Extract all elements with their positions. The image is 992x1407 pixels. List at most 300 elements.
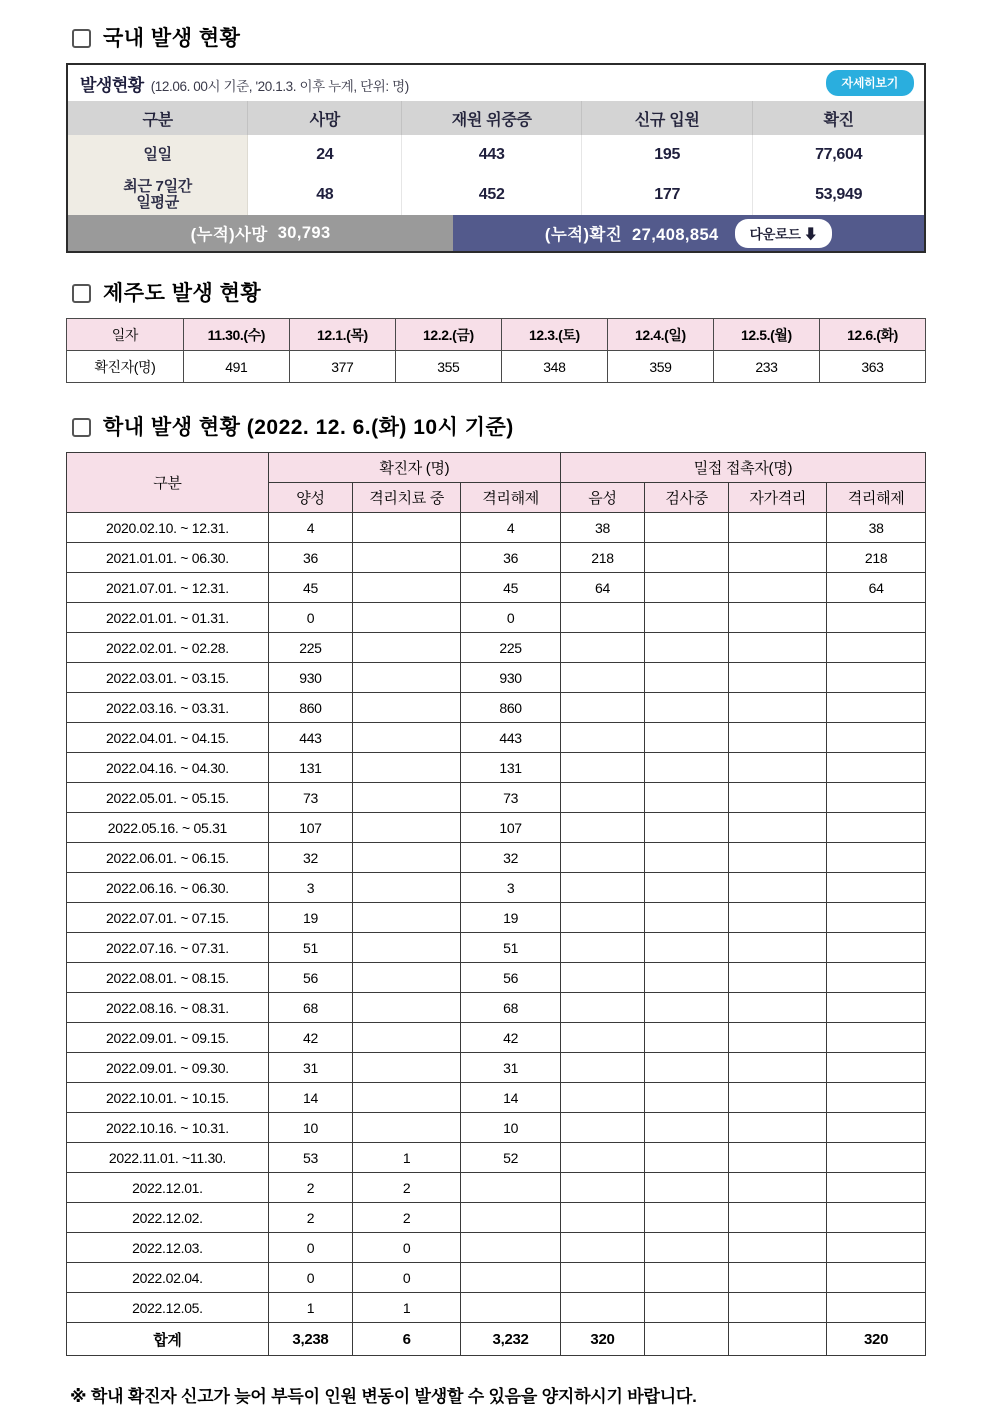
- school-cell-negative: [560, 1023, 644, 1053]
- national-daily-critical: 443: [402, 135, 582, 175]
- school-cell-positive: 0: [268, 1233, 352, 1263]
- table-row: [67, 633, 926, 663]
- school-cell-positive: 36: [268, 543, 352, 573]
- school-row-period: 2022.06.16. ~ 06.30.: [67, 873, 269, 903]
- school-col-negative: 음성: [560, 483, 644, 513]
- jeju-col-date-label: 일자: [67, 319, 184, 351]
- school-row-period: 2022.06.01. ~ 06.15.: [67, 843, 269, 873]
- school-total-positive: 3,238: [268, 1323, 352, 1356]
- school-cell-negative: 64: [560, 573, 644, 603]
- school-cell-released-contact: [827, 1053, 926, 1083]
- school-cell-testing: [645, 993, 729, 1023]
- school-row-period: 2022.02.01. ~ 02.28.: [67, 633, 269, 663]
- table-row: [67, 1113, 926, 1143]
- school-cell-released-contact: [827, 843, 926, 873]
- school-cell-negative: [560, 603, 644, 633]
- school-cell-negative: [560, 783, 644, 813]
- school-cell-released-contact: [827, 1203, 926, 1233]
- school-cell-negative: [560, 693, 644, 723]
- jeju-col-date-2: 12.2.(금): [395, 319, 501, 351]
- school-cell-self-quarantine: [729, 513, 827, 543]
- school-cell-positive: 31: [268, 1053, 352, 1083]
- school-col-released-confirmed: 격리해제: [461, 483, 561, 513]
- school-cell-negative: [560, 1083, 644, 1113]
- school-cell-released-contact: 218: [827, 543, 926, 573]
- school-cell-released-contact: [827, 1113, 926, 1143]
- school-row-period: 2022.04.16. ~ 04.30.: [67, 753, 269, 783]
- school-cell-released-confirmed: [461, 1293, 561, 1323]
- cumulative-confirmed-value: 27,408,854: [632, 226, 719, 244]
- table-row: [67, 1173, 926, 1203]
- table-row: [67, 963, 926, 993]
- cumulative-confirmed-text: [545, 221, 719, 245]
- school-cell-released-contact: [827, 723, 926, 753]
- detail-view-button[interactable]: 자세히보기: [826, 70, 914, 96]
- school-cell-negative: [560, 903, 644, 933]
- school-row-period: 2022.08.16. ~ 08.31.: [67, 993, 269, 1023]
- national-col-confirmed: 확진: [753, 101, 924, 135]
- school-cell-positive: 1: [268, 1293, 352, 1323]
- school-cell-released-contact: [827, 933, 926, 963]
- school-cell-released-contact: 64: [827, 573, 926, 603]
- school-cell-negative: [560, 753, 644, 783]
- school-cell-positive: 42: [268, 1023, 352, 1053]
- school-cell-in-treatment: [353, 933, 461, 963]
- school-row-period: 2022.01.01. ~ 01.31.: [67, 603, 269, 633]
- school-row-period: 2022.09.01. ~ 09.15.: [67, 1023, 269, 1053]
- school-cell-released-contact: [827, 1293, 926, 1323]
- school-cell-self-quarantine: [729, 1053, 827, 1083]
- school-cell-released-contact: [827, 633, 926, 663]
- school-cell-in-treatment: 1: [353, 1293, 461, 1323]
- school-cell-self-quarantine: [729, 1203, 827, 1233]
- school-cell-positive: 0: [268, 1263, 352, 1293]
- school-cell-positive: 2: [268, 1173, 352, 1203]
- school-cell-in-treatment: [353, 633, 461, 663]
- school-cell-in-treatment: [353, 843, 461, 873]
- school-cell-released-confirmed: [461, 1233, 561, 1263]
- school-cell-testing: [645, 783, 729, 813]
- school-cell-testing: [645, 903, 729, 933]
- school-cell-positive: 73: [268, 783, 352, 813]
- school-cell-released-confirmed: 10: [461, 1113, 561, 1143]
- school-cell-in-treatment: [353, 813, 461, 843]
- school-cell-positive: 860: [268, 693, 352, 723]
- school-cell-in-treatment: [353, 573, 461, 603]
- school-cell-in-treatment: [353, 873, 461, 903]
- school-row-period: 2022.12.02.: [67, 1203, 269, 1233]
- jeju-row-label-confirmed: 확진자(명): [67, 351, 184, 383]
- school-col-in-treatment: 격리치료 중: [353, 483, 461, 513]
- school-cell-released-contact: [827, 1263, 926, 1293]
- national-table-header-row: [68, 101, 924, 135]
- school-cell-released-contact: [827, 1023, 926, 1053]
- school-cell-self-quarantine: [729, 1173, 827, 1203]
- school-cell-in-treatment: 2: [353, 1203, 461, 1233]
- school-cell-released-confirmed: 0: [461, 603, 561, 633]
- school-cell-positive: 45: [268, 573, 352, 603]
- jeju-col-date-4: 12.4.(일): [607, 319, 713, 351]
- jeju-col-date-5: 12.5.(월): [713, 319, 819, 351]
- school-row-period: 2021.07.01. ~ 12.31.: [67, 573, 269, 603]
- school-cell-negative: [560, 1143, 644, 1173]
- school-cell-released-confirmed: 131: [461, 753, 561, 783]
- jeju-col-date-1: 12.1.(목): [289, 319, 395, 351]
- jeju-col-date-3: 12.3.(토): [501, 319, 607, 351]
- school-total-self-quarantine: [729, 1323, 827, 1356]
- school-cell-released-contact: [827, 1083, 926, 1113]
- school-cell-released-confirmed: 225: [461, 633, 561, 663]
- table-row: [67, 723, 926, 753]
- national-col-kubun: 구분: [68, 101, 248, 135]
- section-title-national: 국내 발생 현황: [103, 27, 241, 50]
- national-weekly-critical: 452: [402, 175, 582, 215]
- school-cell-self-quarantine: [729, 963, 827, 993]
- national-weekly-confirmed: 53,949: [753, 175, 924, 215]
- table-row: [67, 1233, 926, 1263]
- section-title-school: 학내 발생 현황 (2022. 12. 6.(화) 10시 기준): [103, 416, 514, 439]
- jeju-header-row: [67, 319, 926, 351]
- school-col-kubun: 구분: [67, 453, 269, 513]
- school-cell-in-treatment: [353, 693, 461, 723]
- school-cell-testing: [645, 543, 729, 573]
- school-col-positive: 양성: [268, 483, 352, 513]
- table-row: [67, 1053, 926, 1083]
- table-row: [67, 351, 926, 383]
- school-cell-testing: [645, 723, 729, 753]
- school-cell-self-quarantine: [729, 573, 827, 603]
- school-cell-in-treatment: [353, 513, 461, 543]
- school-cell-released-contact: [827, 1233, 926, 1263]
- school-cell-testing: [645, 933, 729, 963]
- school-row-period: 2022.11.01. ~11.30.: [67, 1143, 269, 1173]
- jeju-value-5: 233: [713, 351, 819, 383]
- school-cell-self-quarantine: [729, 1263, 827, 1293]
- checkbox-icon: [72, 29, 91, 48]
- school-cell-testing: [645, 513, 729, 543]
- school-cell-negative: [560, 633, 644, 663]
- school-row-period: 2022.03.16. ~ 03.31.: [67, 693, 269, 723]
- school-row-period: 2021.01.01. ~ 06.30.: [67, 543, 269, 573]
- national-col-new-admission: 신규 입원: [582, 101, 753, 135]
- school-col-testing: 검사중: [645, 483, 729, 513]
- jeju-daily-table: [66, 318, 926, 383]
- school-cell-in-treatment: [353, 963, 461, 993]
- school-cell-testing: [645, 603, 729, 633]
- school-cell-self-quarantine: [729, 783, 827, 813]
- national-col-death: 사망: [248, 101, 402, 135]
- school-cell-testing: [645, 813, 729, 843]
- school-cell-positive: 51: [268, 933, 352, 963]
- school-cell-negative: [560, 813, 644, 843]
- school-row-period: 2022.02.04.: [67, 1263, 269, 1293]
- school-total-released-confirmed: 3,232: [461, 1323, 561, 1356]
- table-row: [67, 1083, 926, 1113]
- school-total-in-treatment: 6: [353, 1323, 461, 1356]
- school-cell-released-contact: [827, 963, 926, 993]
- school-cell-negative: [560, 1293, 644, 1323]
- school-cell-positive: 68: [268, 993, 352, 1023]
- school-cell-released-confirmed: 860: [461, 693, 561, 723]
- section-heading-school: [72, 417, 926, 438]
- section-heading-national: [72, 28, 926, 49]
- school-cell-self-quarantine: [729, 993, 827, 1023]
- school-cell-released-contact: [827, 1173, 926, 1203]
- school-cell-positive: 107: [268, 813, 352, 843]
- school-row-period: 2022.07.16. ~ 07.31.: [67, 933, 269, 963]
- cumulative-death-panel: [68, 215, 453, 251]
- table-row: [67, 573, 926, 603]
- school-cell-released-contact: [827, 603, 926, 633]
- jeju-value-1: 377: [289, 351, 395, 383]
- school-cell-self-quarantine: [729, 693, 827, 723]
- school-cell-positive: 0: [268, 603, 352, 633]
- school-cell-self-quarantine: [729, 603, 827, 633]
- table-row: [67, 933, 926, 963]
- school-cell-testing: [645, 1143, 729, 1173]
- school-cell-released-confirmed: 31: [461, 1053, 561, 1083]
- jeju-col-date-0: 11.30.(수): [183, 319, 289, 351]
- school-cell-released-confirmed: 3: [461, 873, 561, 903]
- school-cell-self-quarantine: [729, 723, 827, 753]
- jeju-value-0: 491: [183, 351, 289, 383]
- school-cell-released-confirmed: 930: [461, 663, 561, 693]
- school-cell-in-treatment: 0: [353, 1233, 461, 1263]
- school-cell-testing: [645, 573, 729, 603]
- school-cell-self-quarantine: [729, 1083, 827, 1113]
- school-cell-testing: [645, 633, 729, 663]
- national-card-title: 발생현황: [80, 75, 144, 95]
- school-cell-self-quarantine: [729, 1023, 827, 1053]
- school-cell-negative: [560, 873, 644, 903]
- school-row-period: 2022.10.16. ~ 10.31.: [67, 1113, 269, 1143]
- school-cell-released-confirmed: 52: [461, 1143, 561, 1173]
- school-cell-self-quarantine: [729, 933, 827, 963]
- school-cell-in-treatment: [353, 603, 461, 633]
- school-cell-negative: [560, 1173, 644, 1203]
- school-group-confirmed: 확진자 (명): [268, 453, 560, 483]
- table-row: [67, 843, 926, 873]
- national-weekly-new-admission: 177: [582, 175, 753, 215]
- school-cell-in-treatment: 2: [353, 1173, 461, 1203]
- school-cell-negative: 38: [560, 513, 644, 543]
- school-cell-negative: [560, 1233, 644, 1263]
- school-cell-self-quarantine: [729, 1113, 827, 1143]
- school-cell-released-confirmed: 14: [461, 1083, 561, 1113]
- school-cell-released-confirmed: [461, 1263, 561, 1293]
- school-cell-released-confirmed: 45: [461, 573, 561, 603]
- school-cell-self-quarantine: [729, 1143, 827, 1173]
- school-cell-in-treatment: 1: [353, 1143, 461, 1173]
- table-row: [67, 873, 926, 903]
- school-cell-released-contact: [827, 1143, 926, 1173]
- school-cell-self-quarantine: [729, 543, 827, 573]
- table-row: [67, 513, 926, 543]
- table-row: [67, 1143, 926, 1173]
- download-button[interactable]: 다운로드 ⬇: [735, 219, 833, 248]
- school-cell-negative: [560, 663, 644, 693]
- school-cell-released-contact: [827, 873, 926, 903]
- national-daily-confirmed: 77,604: [753, 135, 924, 175]
- school-cell-positive: 225: [268, 633, 352, 663]
- school-total-row: [67, 1323, 926, 1356]
- national-weekly-death: 48: [248, 175, 402, 215]
- national-status-card: [66, 63, 926, 253]
- table-row: [67, 813, 926, 843]
- school-cell-positive: 53: [268, 1143, 352, 1173]
- school-cell-in-treatment: [353, 783, 461, 813]
- school-cell-in-treatment: [353, 1083, 461, 1113]
- table-row: [67, 1293, 926, 1323]
- table-row: [67, 543, 926, 573]
- school-cell-self-quarantine: [729, 1293, 827, 1323]
- school-cell-testing: [645, 1113, 729, 1143]
- school-cell-positive: 56: [268, 963, 352, 993]
- table-row: [67, 753, 926, 783]
- school-cell-released-confirmed: 42: [461, 1023, 561, 1053]
- school-total-testing: [645, 1323, 729, 1356]
- school-row-period: 2022.08.01. ~ 08.15.: [67, 963, 269, 993]
- school-cell-released-contact: [827, 813, 926, 843]
- school-cell-testing: [645, 1083, 729, 1113]
- table-row: [68, 175, 924, 215]
- national-daily-new-admission: 195: [582, 135, 753, 175]
- school-cell-testing: [645, 1173, 729, 1203]
- school-cell-testing: [645, 1203, 729, 1233]
- school-row-period: 2022.03.01. ~ 03.15.: [67, 663, 269, 693]
- school-cell-released-confirmed: 107: [461, 813, 561, 843]
- school-cell-in-treatment: [353, 663, 461, 693]
- school-row-period: 2022.07.01. ~ 07.15.: [67, 903, 269, 933]
- jeju-value-6: 363: [819, 351, 925, 383]
- cumulative-death-value: 30,793: [277, 223, 331, 242]
- school-cell-testing: [645, 693, 729, 723]
- school-cell-negative: [560, 1203, 644, 1233]
- school-cell-negative: [560, 1263, 644, 1293]
- national-status-table: [68, 101, 924, 215]
- school-header-row-1: [67, 453, 926, 483]
- national-card-subtitle: (12.06. 00시 기준, '20.1.3. 이후 누계, 단위: 명): [150, 78, 409, 94]
- school-col-self-quarantine: 자가격리: [729, 483, 827, 513]
- school-row-period: 2022.10.01. ~ 10.15.: [67, 1083, 269, 1113]
- school-row-period: 2022.12.05.: [67, 1293, 269, 1323]
- school-cell-testing: [645, 1263, 729, 1293]
- school-cell-positive: 19: [268, 903, 352, 933]
- school-cell-released-confirmed: [461, 1173, 561, 1203]
- cumulative-confirmed-panel: [453, 215, 924, 251]
- school-cell-released-confirmed: 36: [461, 543, 561, 573]
- national-card-footer: [68, 215, 924, 251]
- table-row: [67, 903, 926, 933]
- school-cell-negative: [560, 933, 644, 963]
- jeju-value-4: 359: [607, 351, 713, 383]
- table-row: [67, 1203, 926, 1233]
- school-cell-testing: [645, 663, 729, 693]
- school-cell-in-treatment: [353, 1023, 461, 1053]
- school-cell-testing: [645, 1053, 729, 1083]
- school-cell-negative: [560, 993, 644, 1023]
- school-cell-testing: [645, 963, 729, 993]
- school-row-period: 2022.12.01.: [67, 1173, 269, 1203]
- school-total-released-contact: 320: [827, 1323, 926, 1356]
- school-cell-positive: 32: [268, 843, 352, 873]
- table-row: [68, 135, 924, 175]
- cumulative-death-label: (누적)사망: [190, 226, 268, 244]
- school-cell-released-confirmed: 68: [461, 993, 561, 1023]
- section-heading-jeju: [72, 283, 926, 304]
- school-group-contact: 밀접 접촉자(명): [560, 453, 925, 483]
- school-cell-testing: [645, 1233, 729, 1263]
- school-cell-released-confirmed: 56: [461, 963, 561, 993]
- national-daily-death: 24: [248, 135, 402, 175]
- school-cell-self-quarantine: [729, 663, 827, 693]
- school-cell-released-contact: [827, 693, 926, 723]
- school-row-period: 2020.02.10. ~ 12.31.: [67, 513, 269, 543]
- national-row-label-daily: 일일: [68, 135, 248, 175]
- school-cell-in-treatment: [353, 543, 461, 573]
- school-cell-positive: 930: [268, 663, 352, 693]
- school-cell-positive: 4: [268, 513, 352, 543]
- school-cell-released-contact: [827, 903, 926, 933]
- school-cell-negative: [560, 723, 644, 753]
- school-cell-in-treatment: [353, 723, 461, 753]
- cumulative-confirmed-label: (누적)확진: [544, 226, 623, 244]
- school-cell-released-confirmed: 51: [461, 933, 561, 963]
- school-cell-positive: 10: [268, 1113, 352, 1143]
- school-cell-in-treatment: [353, 753, 461, 783]
- national-card-title-group: [80, 71, 409, 96]
- school-cell-released-confirmed: [461, 1203, 561, 1233]
- school-cell-testing: [645, 1293, 729, 1323]
- school-total-negative: 320: [560, 1323, 644, 1356]
- school-cell-testing: [645, 873, 729, 903]
- section-title-jeju: 제주도 발생 현황: [103, 282, 262, 305]
- school-cell-released-confirmed: 19: [461, 903, 561, 933]
- jeju-value-3: 348: [501, 351, 607, 383]
- table-row: [67, 783, 926, 813]
- weekly-avg-line1: 최근 7일간: [123, 177, 192, 195]
- school-cell-self-quarantine: [729, 873, 827, 903]
- school-cell-negative: [560, 963, 644, 993]
- school-cell-in-treatment: [353, 1053, 461, 1083]
- table-row: [67, 693, 926, 723]
- table-row: [67, 1023, 926, 1053]
- school-cell-self-quarantine: [729, 753, 827, 783]
- school-cell-negative: [560, 1053, 644, 1083]
- weekly-avg-line2: 일평균: [136, 194, 179, 211]
- school-cell-in-treatment: [353, 993, 461, 1023]
- school-cell-positive: 131: [268, 753, 352, 783]
- school-cell-testing: [645, 1023, 729, 1053]
- school-cell-self-quarantine: [729, 633, 827, 663]
- school-cell-positive: 14: [268, 1083, 352, 1113]
- school-cell-in-treatment: [353, 1113, 461, 1143]
- jeju-value-2: 355: [395, 351, 501, 383]
- table-row: [67, 1263, 926, 1293]
- school-status-table: [66, 452, 926, 1356]
- school-cell-released-contact: [827, 993, 926, 1023]
- national-col-critical: 재원 위중증: [402, 101, 582, 135]
- school-cell-positive: 3: [268, 873, 352, 903]
- school-col-released-contact: 격리해제: [827, 483, 926, 513]
- school-row-period: 2022.05.01. ~ 05.15.: [67, 783, 269, 813]
- national-card-header: [68, 65, 924, 101]
- jeju-col-date-6: 12.6.(화): [819, 319, 925, 351]
- checkbox-icon: [72, 418, 91, 437]
- school-cell-negative: [560, 1113, 644, 1143]
- school-total-label: 합계: [67, 1323, 269, 1356]
- school-cell-positive: 2: [268, 1203, 352, 1233]
